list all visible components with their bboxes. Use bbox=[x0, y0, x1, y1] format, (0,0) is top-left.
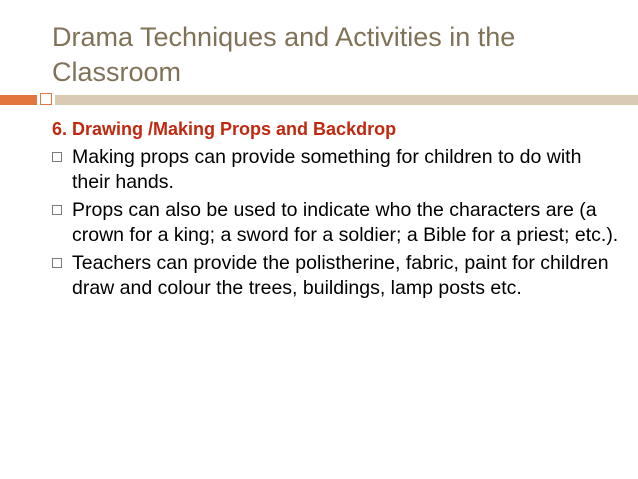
bullet-text: Making props can provide something for children to do with their hands. bbox=[72, 146, 582, 193]
bullet-item bbox=[52, 251, 622, 300]
slide-title: Drama Techniques and Activities in the Classroom bbox=[52, 22, 516, 87]
divider-marker-icon bbox=[40, 93, 52, 105]
bullet-item bbox=[52, 145, 622, 194]
slide-content bbox=[52, 117, 622, 304]
square-bullet-icon bbox=[52, 258, 62, 268]
bullet-item bbox=[52, 198, 622, 247]
bullet-text: Teachers can provide the polistherine, fabric, paint for children draw and colour the trees, buildings, lamp posts etc. bbox=[72, 252, 609, 299]
bullet-list bbox=[52, 145, 622, 300]
square-bullet-icon bbox=[52, 205, 62, 215]
title-divider bbox=[0, 93, 638, 107]
divider-bar bbox=[55, 95, 638, 105]
section-heading: 6. Drawing /Making Props and Backdrop bbox=[52, 119, 397, 139]
bullet-text: Props can also be used to indicate who the characters are (a crown for a king; a sword for a soldier; a Bible for a priest; etc.). bbox=[72, 199, 619, 246]
square-bullet-icon bbox=[52, 152, 62, 162]
divider-accent-bar bbox=[0, 95, 37, 105]
